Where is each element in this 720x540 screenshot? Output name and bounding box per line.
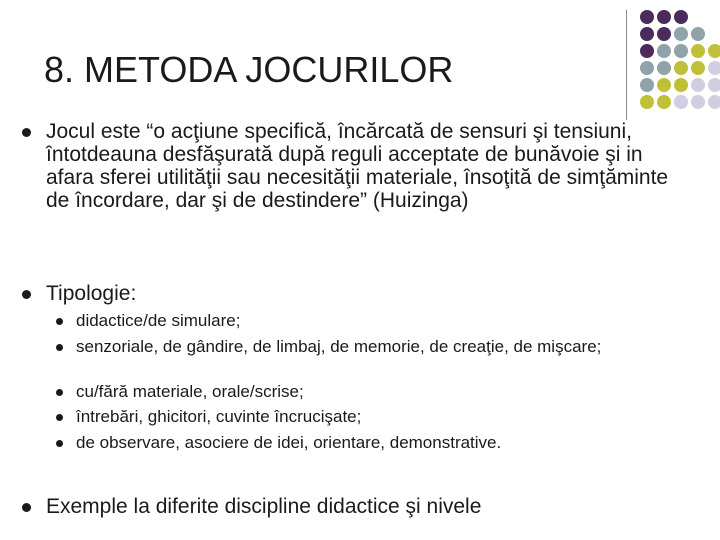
sub-bullet-item: de observare, asociere de idei, orientare, demonstrative.: [76, 433, 502, 452]
decorative-dot: [691, 10, 705, 24]
vertical-divider: [626, 10, 627, 120]
decorative-dot: [674, 78, 688, 92]
decorative-dot: [708, 78, 720, 92]
bullet-typology: Tipologie:: [46, 282, 137, 305]
bullet-marker: [22, 503, 31, 512]
sub-bullet-marker: [56, 389, 63, 396]
sub-bullet-item: întrebări, ghicitori, cuvinte încrucişate;: [76, 407, 362, 426]
sub-bullet-marker: [56, 344, 63, 351]
sub-bullet-item: senzoriale, de gândire, de limbaj, de memorie, de creaţie, de mişcare;: [76, 337, 602, 356]
decorative-dot: [657, 95, 671, 109]
bullet-quote-definition: Jocul este “o acţiune specifică, încărcată de sensuri şi tensiuni, întotdeauna desfăşurată după reguli acceptate de bunăvoie şi in afara sferei utilităţii sau necesităţii materiale, însoţită de simţăminte de încordare, dar şi de destindere” (Huizinga): [46, 120, 669, 212]
decorative-dot: [657, 10, 671, 24]
bullet-marker: [22, 290, 31, 299]
decorative-dot: [674, 95, 688, 109]
decorative-dot: [640, 27, 654, 41]
decorative-dot: [674, 27, 688, 41]
bullet-marker: [22, 128, 31, 137]
decorative-dot: [640, 95, 654, 109]
decorative-dot: [708, 44, 720, 58]
decorative-dot: [691, 61, 705, 75]
decorative-dot: [691, 27, 705, 41]
decorative-dot: [691, 95, 705, 109]
sub-bullet-marker: [56, 318, 63, 325]
decorative-dot: [708, 95, 720, 109]
decorative-dot: [657, 78, 671, 92]
decorative-dot: [640, 61, 654, 75]
decorative-dot: [708, 27, 720, 41]
decorative-dot: [657, 61, 671, 75]
decorative-dot: [640, 44, 654, 58]
decorative-dot: [691, 78, 705, 92]
decorative-dot: [708, 10, 720, 24]
decorative-dot: [674, 10, 688, 24]
bullet-examples: Exemple la diferite discipline didactice şi nivele: [46, 495, 482, 518]
decorative-dot: [708, 61, 720, 75]
decorative-dot-grid: [640, 10, 720, 109]
decorative-dot: [657, 27, 671, 41]
sub-bullet-item: cu/fără materiale, orale/scrise;: [76, 382, 304, 401]
decorative-dot: [691, 44, 705, 58]
sub-bullet-marker: [56, 440, 63, 447]
decorative-dot: [674, 44, 688, 58]
sub-bullet-marker: [56, 414, 63, 421]
decorative-dot: [640, 10, 654, 24]
decorative-dot: [657, 44, 671, 58]
sub-bullet-item: didactice/de simulare;: [76, 311, 241, 330]
decorative-dot: [640, 78, 654, 92]
slide-title: 8. METODA JOCURILOR: [44, 49, 454, 90]
decorative-dot: [674, 61, 688, 75]
